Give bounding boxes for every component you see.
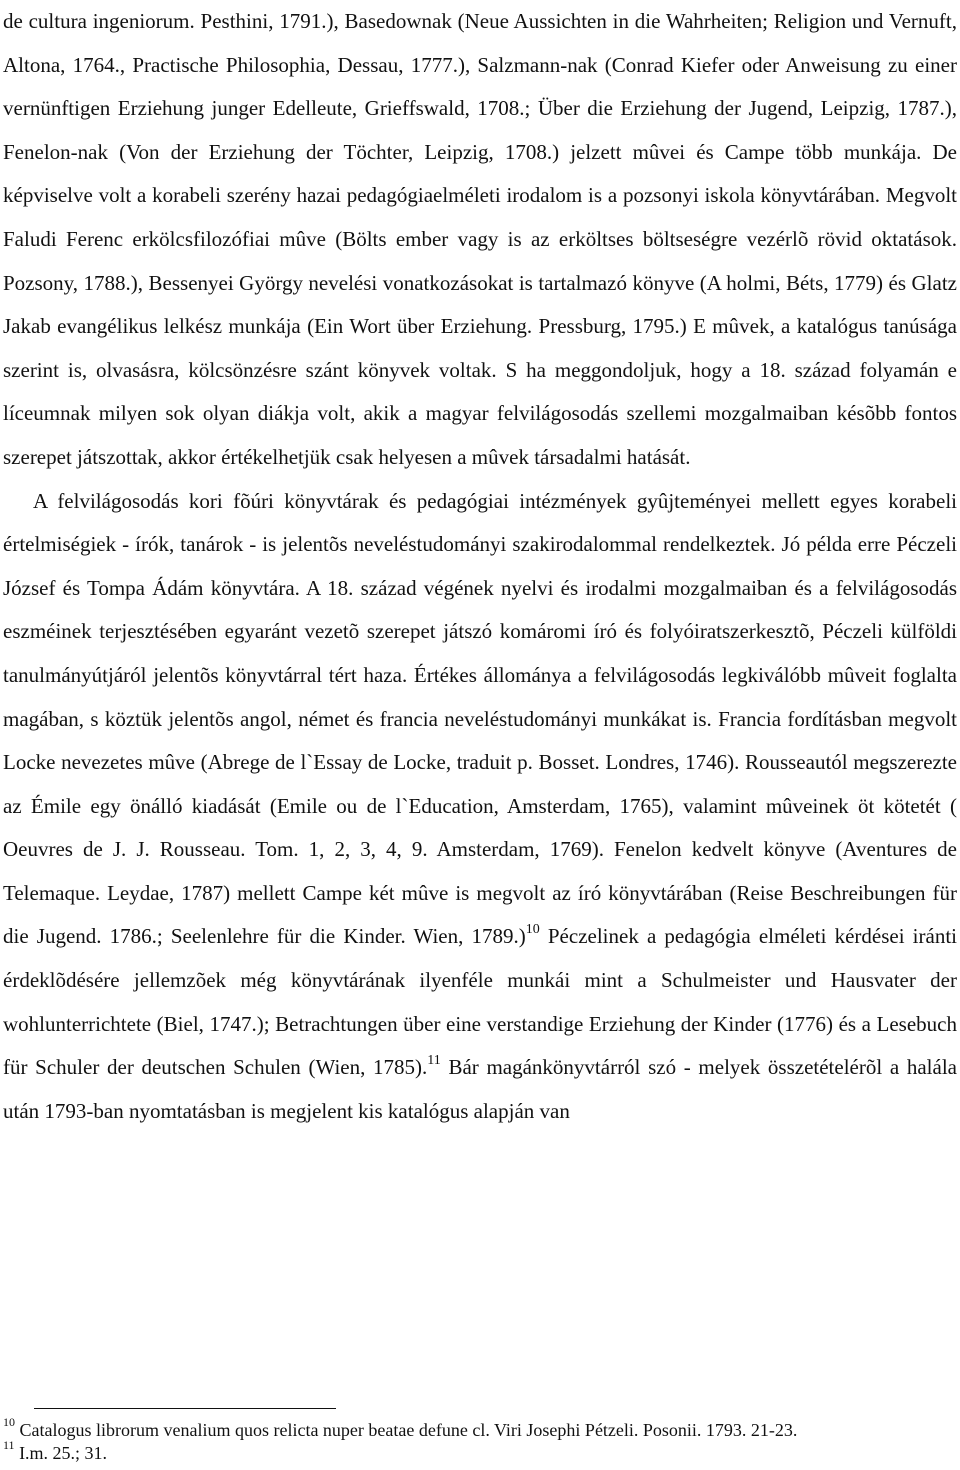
paragraph-1-text: de cultura ingeniorum. Pesthini, 1791.), Basedownak (Neue Aussichten in die Wahrheiten; Religion und Vernuft, Altona, 1764., Practische Philosophia, Dessau, 1777.), Salzmann-nak (Conrad Kiefer oder Anweisung zu einer vernünftigen Erziehung junger Edelleute, Grieffswald, 1708.; Über die Erziehung der Jugend, Leipzig, 1787.), Fenelon-nak (Von der Erziehung der Töchter, Leipzig, 1708.) jelzett mûvei és Campe több munkája. De képviselve volt a korabeli szerény hazai pedagógiaelméleti irodalom is a pozsonyi iskola könyvtárában. Megvolt Faludi Ferenc erkölcsfilozófiai mûve (Bölts ember vagy is az erköltses böltseségre vezérlõ rövid oktatások. Pozsony, 1788.), Bessenyei György nevelési vonatkozásokat is tartalmazó könyve (A holmi, Béts, 1779) és Glatz Jakab evangélikus lelkész munkája (Ein Wort über Erziehung. Pressburg, 1795.) E mûvek, a katalógus tanúsága szerint is, olvasásra, kölcsönzésre szánt könyvek voltak. S ha meggondoljuk, hogy a 18. század folyamán e líceumnak milyen sok olyan diákja volt, akik a magyar felvilágosodás szellemi mozgalmaiban késõbb fontos szerepet játszottak, akkor értékelhetjük csak helyesen a mûvek társadalmi hatását.	[3, 9, 957, 469]
footnote-ref-10[interactable]: 10	[525, 922, 540, 938]
paragraph-2-text-a: A felvilágosodás kori fõúri könyvtárak és pedagógiai intézmények gyûjteményei mellett egyes korabeli értelmiségiek - írók, tanárok - is jelentõs neveléstudományi szakirodalommal rendelkeztek. Jó példa erre Péczeli József és Tompa Ádám könyvtára. A 18. század végének nyelvi és irodalmi mozgalmaiban és a felvilágosodás eszméinek terjesztésében egyaránt vezetõ szerepet játszó komáromi író és folyóiratszerkesztõ, Péczeli külföldi tanulmányútjáról jelentõs könyvtárral tért haza. Értékes állománya a felvilágosodás legkiválóbb mûveit foglalta magában, s köztük jelentõs angol, német és francia neveléstudományi munkákat is. Francia fordításban megvolt Locke nevezetes mûve (Abrege de l`Essay de Locke, traduit p. Bosset. Londres, 1746). Rousseautól megszerezte az Émile egy önálló kiadását (Emile ou de l`Education, Amsterdam, 1765), valamint mûveinek öt kötetét ( Oeuvres de J. J. Rousseau. Tom. 1, 2, 3, 4, 9. Amsterdam, 1769). Fenelon kedvelt könyve (Aventures de Telemaque. Leydae, 1787) mellett Campe két mûve is megvolt az író könyvtárában (Reise Beschreibungen für die Jugend. 1786.; Seelenlehre für die Kinder. Wien, 1789.)	[3, 488, 957, 949]
footnote-11-text: I.m. 25.; 31.	[14, 1443, 108, 1463]
footnote-10-text: Catalogus librorum venalium quos relicta nuper beatae defune cl. Viri Josephi Pétzeli. Posonii. 1793. 21-23.	[15, 1420, 798, 1440]
paragraph-2-text-c: Bár magánkönyvtárról szó - melyek összetételérõl a halála után 1793-ban nyomtatásban is megjelent kis katalógus alapján van	[3, 1055, 957, 1123]
footnote-mark-11: 11	[3, 1438, 15, 1452]
footnotes	[3, 1415, 957, 1465]
paragraph-1	[3, 0, 957, 480]
footnote-ref-11[interactable]: 11	[427, 1053, 441, 1069]
footnote-11	[3, 1438, 957, 1465]
paragraph-2	[3, 480, 957, 1134]
footnote-mark-10: 10	[3, 1415, 15, 1429]
paragraph-2-text-b: Péczelinek a pedagógia elméleti kérdései iránti érdeklõdésére jellemzõek még könyvtárának ilyenféle munkái mint a Schulmeister und Hausvater der wohlunterrichtete (Biel, 1747.); Betrachtungen über eine verstandige Erziehung der Kinder (1776) és a Lesebuch für Schuler der deutschen Schulen (Wien, 1785).	[3, 924, 957, 1080]
body-text	[3, 0, 957, 1133]
footnote-10	[3, 1415, 957, 1442]
footnote-divider	[34, 1408, 336, 1409]
